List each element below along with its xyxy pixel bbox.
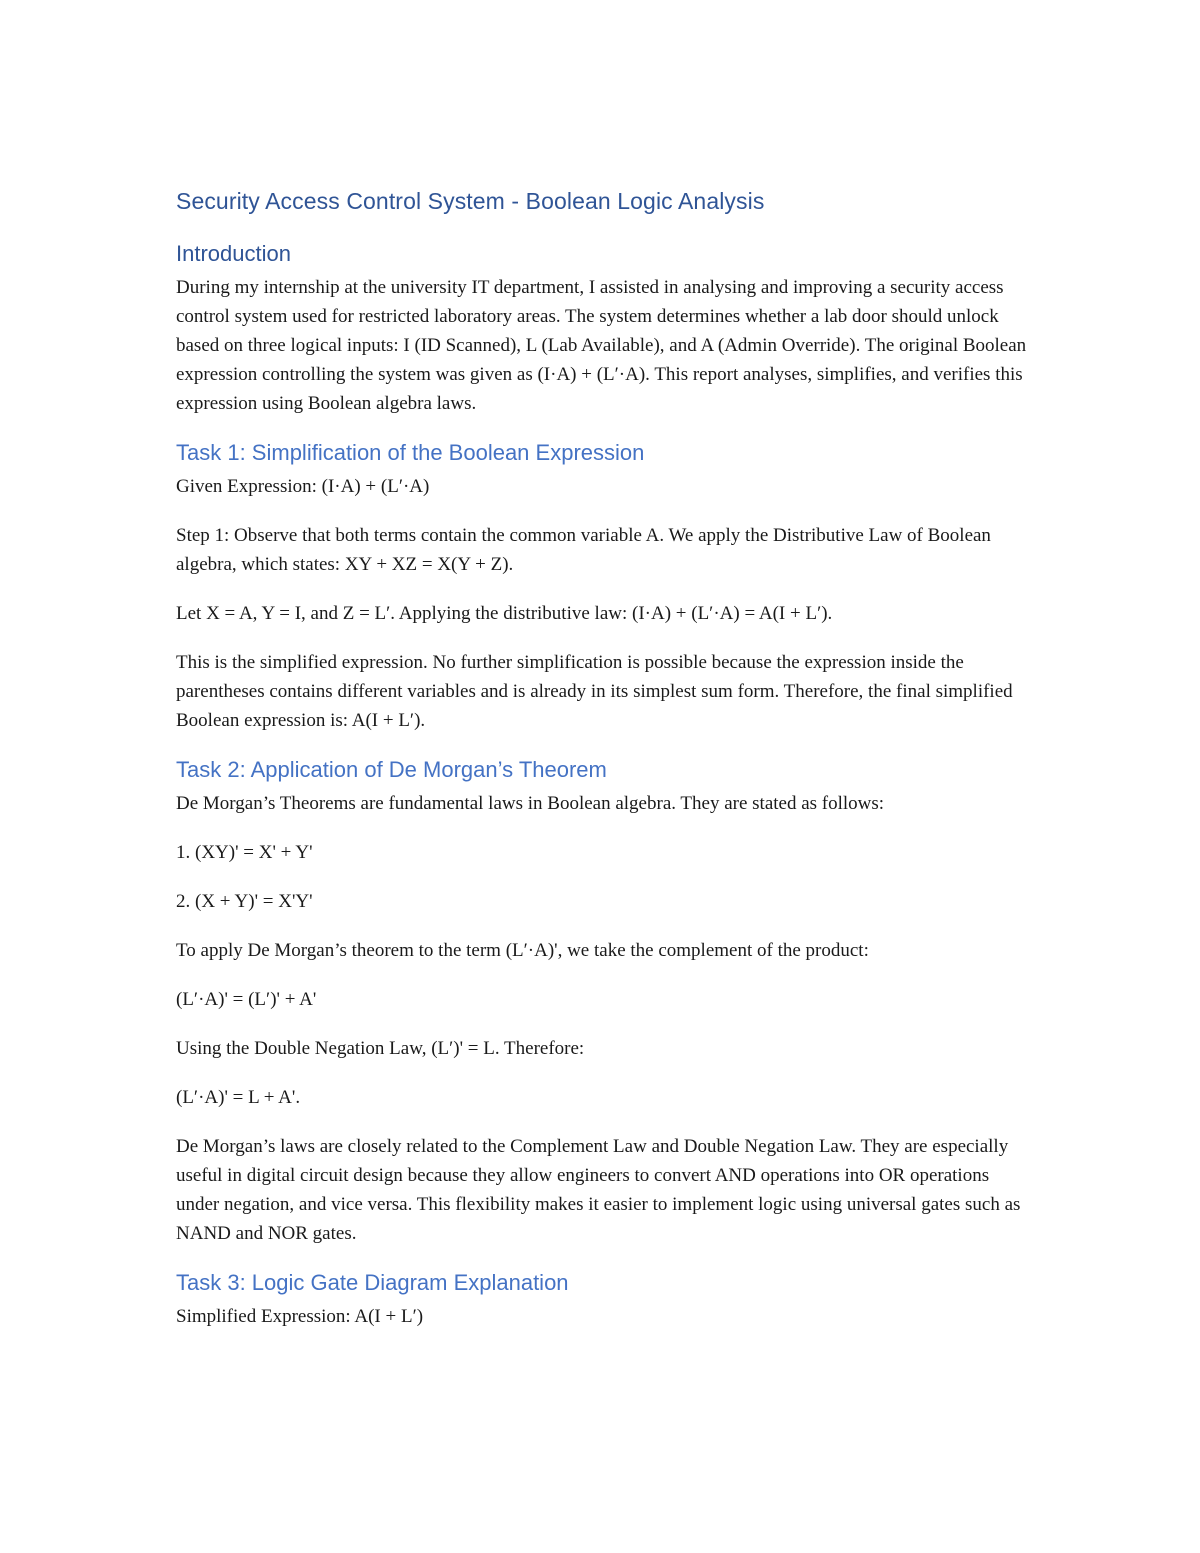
heading-task1: Task 1: Simplification of the Boolean Expression: [176, 440, 645, 465]
paragraph-task3-expression: Simplified Expression: A(I + L′): [176, 1306, 424, 1327]
paragraph-task1-step1: Step 1: Observe that both terms contain the common variable A. We apply the Distributive Law of Boolean algebra, which states: XY + XZ = X(Y + Z).: [176, 525, 991, 575]
section-task3: [176, 1270, 1036, 1331]
paragraph-task1-given: Given Expression: (I·A) + (L′·A): [176, 476, 430, 497]
document-title: Security Access Control System - Boolean Logic Analysis: [176, 188, 765, 214]
heading-task3: Task 3: Logic Gate Diagram Explanation: [176, 1270, 569, 1295]
paragraph-task2-law1: 1. (XY)' = X' + Y': [176, 842, 313, 863]
section-task2: [176, 757, 1036, 1248]
paragraph-task2-intro: De Morgan’s Theorems are fundamental laws in Boolean algebra. They are stated as follows:: [176, 793, 885, 814]
paragraph-task2-step: (L′·A)' = (L′)' + A': [176, 989, 317, 1010]
paragraph-task2-discussion: De Morgan’s laws are closely related to the Complement Law and Double Negation Law. They are especially useful in digital circuit design because they allow engineers to convert AND operations into OR operations under negation, and vice versa. This flexibility makes it easier to implement logic using universal gates such as NAND and NOR gates.: [176, 1136, 1021, 1244]
paragraph-task2-double-negation: Using the Double Negation Law, (L′)' = L. Therefore:: [176, 1038, 585, 1059]
paragraph-task2-law2: 2. (X + Y)' = X'Y': [176, 891, 313, 912]
paragraph-introduction: During my internship at the university IT department, I assisted in analysing and improving a security access control system used for restricted laboratory areas. The system determines whether a lab door should unlock based on three logical inputs: I (ID Scanned), L (Lab Available), and A (Admin Override). The original Boolean expression controlling the system was given as (I·A) + (L′·A). This report analyses, simplifies, and verifies this expression using Boolean algebra laws.: [176, 277, 1027, 414]
paragraph-task1-apply: Let X = A, Y = I, and Z = L′. Applying the distributive law: (I·A) + (L′·A) = A(I + L′).: [176, 603, 833, 624]
document-page: [176, 188, 1036, 1351]
heading-task2: Task 2: Application of De Morgan’s Theorem: [176, 757, 607, 782]
paragraph-task1-result: This is the simplified expression. No further simplification is possible because the expression inside the parentheses contains different variables and is already in its simplest sum form. Therefore, the final simplified Boolean expression is: A(I + L′).: [176, 652, 1013, 731]
paragraph-task2-apply: To apply De Morgan’s theorem to the term (L′·A)', we take the complement of the product:: [176, 940, 869, 961]
section-introduction: [176, 241, 1036, 418]
section-task1: [176, 440, 1036, 735]
heading-introduction: Introduction: [176, 241, 291, 266]
paragraph-task2-result: (L′·A)' = L + A'.: [176, 1087, 301, 1108]
